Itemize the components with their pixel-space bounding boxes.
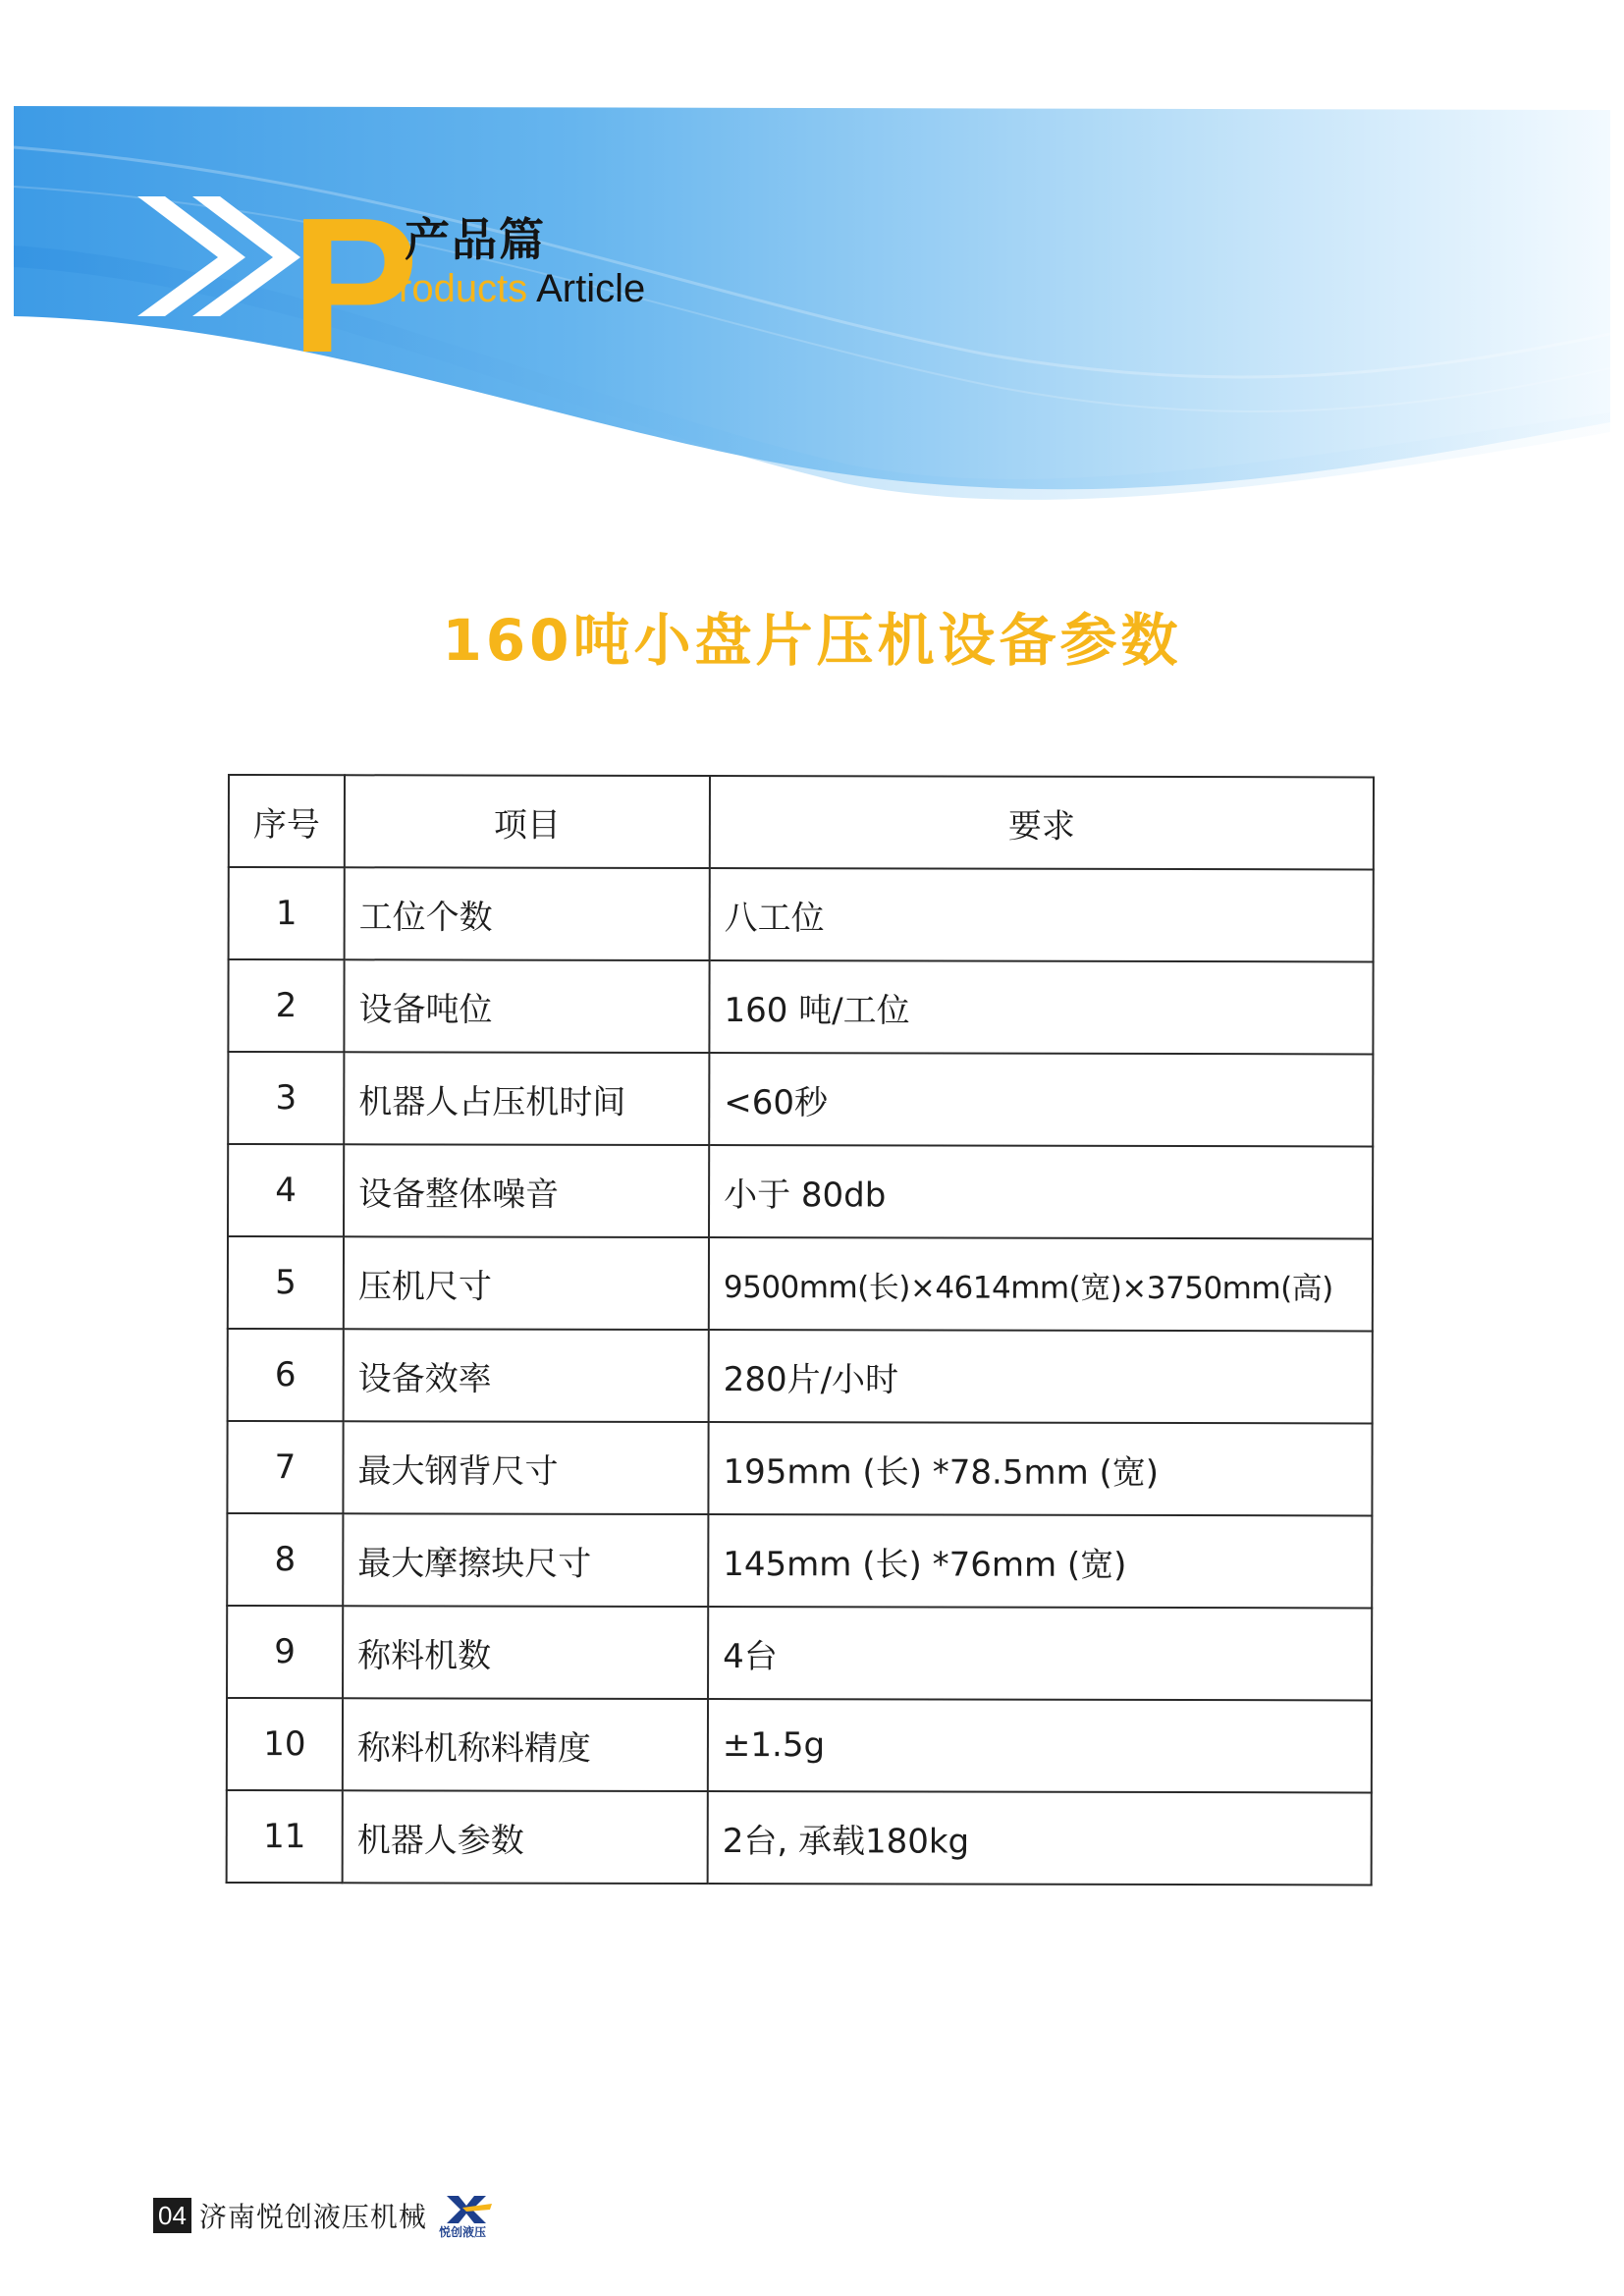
table-row xyxy=(228,1329,1373,1423)
cell-requirement: 八工位 xyxy=(710,868,1374,961)
logo-mark xyxy=(437,2194,496,2225)
cell-item: 最大钢背尺寸 xyxy=(343,1421,708,1514)
cell-no: 1 xyxy=(229,867,345,959)
cell-item: 压机尺寸 xyxy=(344,1236,709,1330)
cell-no: 8 xyxy=(227,1513,343,1606)
section-title-en xyxy=(399,267,645,311)
cell-item: 称料机称料精度 xyxy=(343,1698,708,1791)
cell-no: 7 xyxy=(227,1421,343,1513)
table-row xyxy=(228,959,1373,1054)
cell-requirement: 195mm (长) *78.5mm (宽) xyxy=(708,1422,1372,1515)
cell-item: 机器人参数 xyxy=(343,1790,708,1884)
section-letter-p: P xyxy=(291,178,419,393)
document-title: 160吨小盘片压机设备参数 xyxy=(442,607,1182,674)
table-row xyxy=(228,1052,1373,1146)
table-header-row xyxy=(229,775,1374,869)
cell-item: 最大摩擦块尺寸 xyxy=(343,1513,708,1607)
cell-no: 6 xyxy=(228,1329,344,1421)
header-banner xyxy=(0,0,1624,511)
table-row xyxy=(227,1698,1372,1792)
cell-requirement: <60秒 xyxy=(709,1053,1373,1146)
company-name: 济南悦创液压机械 xyxy=(198,2201,427,2233)
cell-no: 11 xyxy=(227,1790,343,1883)
cell-no: 3 xyxy=(228,1052,344,1144)
cell-no: 2 xyxy=(228,959,344,1052)
cell-requirement: ±1.5g xyxy=(708,1699,1372,1792)
cell-requirement: 145mm (长) *76mm (宽) xyxy=(708,1514,1372,1608)
cell-item: 设备效率 xyxy=(344,1329,709,1422)
table-row xyxy=(227,1790,1372,1885)
cell-item: 称料机数 xyxy=(343,1606,708,1699)
cell-requirement: 280片/小时 xyxy=(709,1330,1373,1423)
table-row xyxy=(227,1513,1372,1608)
cell-item: 机器人占压机时间 xyxy=(344,1052,709,1145)
section-title-cn: 产品篇 xyxy=(405,213,546,266)
cell-no: 10 xyxy=(227,1698,343,1790)
cell-requirement: 9500mm(长)×4614mm(宽)×3750mm(高) xyxy=(709,1237,1373,1331)
table-row xyxy=(227,1421,1372,1515)
cell-item: 设备吨位 xyxy=(344,959,709,1053)
section-title-en-colored: roducts xyxy=(399,267,528,310)
table-row xyxy=(229,867,1374,961)
cell-no: 5 xyxy=(228,1236,344,1329)
page-number: 04 xyxy=(153,2198,191,2233)
cell-requirement: 小于 80db xyxy=(709,1145,1373,1238)
page-footer xyxy=(153,2196,496,2239)
cell-no: 4 xyxy=(228,1144,344,1236)
cell-item: 工位个数 xyxy=(345,867,710,960)
column-header-item: 项目 xyxy=(345,775,710,868)
column-header-requirement: 要求 xyxy=(710,776,1374,869)
table-row xyxy=(228,1144,1373,1238)
cell-item: 设备整体噪音 xyxy=(344,1144,709,1237)
column-header-no: 序号 xyxy=(229,775,345,867)
banner-wave xyxy=(0,0,1624,511)
company-logo-icon xyxy=(437,2194,496,2237)
section-title-en-plain: Article xyxy=(536,267,646,310)
table-row xyxy=(228,1236,1373,1331)
logo-text: 悦创液压 xyxy=(438,2225,486,2239)
cell-requirement: 4台 xyxy=(708,1607,1372,1700)
table-row xyxy=(227,1606,1372,1700)
spec-table xyxy=(226,774,1375,1886)
cell-requirement: 160 吨/工位 xyxy=(709,960,1373,1054)
cell-requirement: 2台, 承载180kg xyxy=(708,1791,1372,1885)
cell-no: 9 xyxy=(227,1606,343,1698)
